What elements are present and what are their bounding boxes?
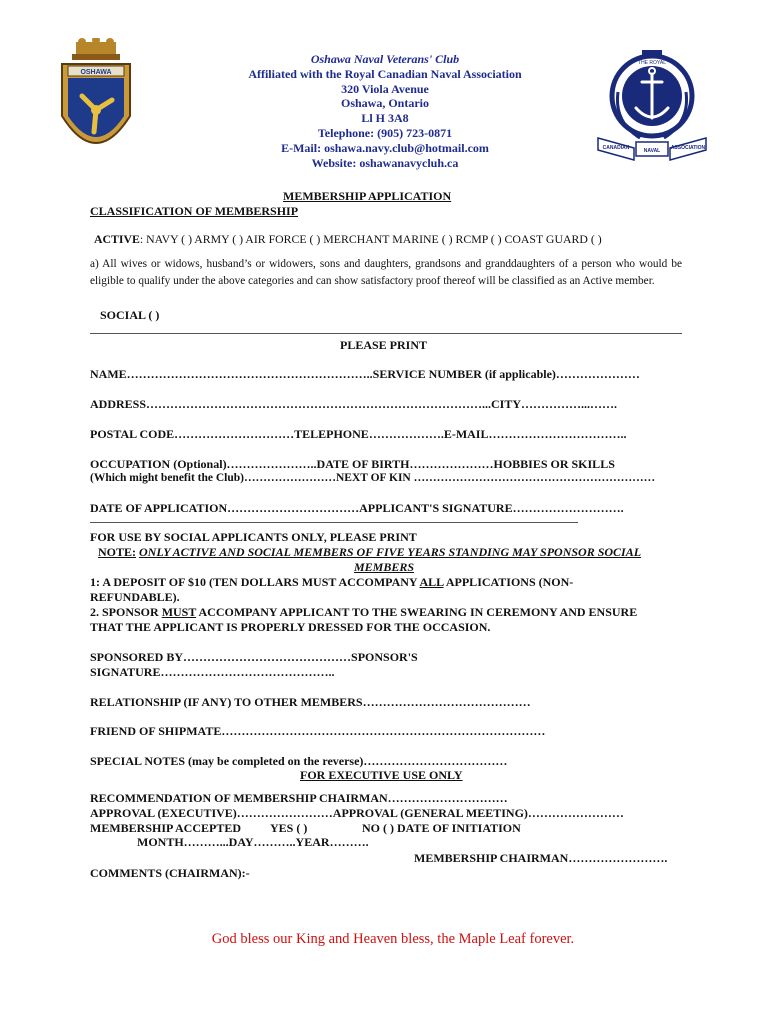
deposit-line [90,575,573,590]
club-header [200,52,570,170]
sponsor-line [90,605,637,620]
club-name: Oshawa Naval Veterans' Club [310,52,460,66]
active-label: ACTIVE [94,232,140,246]
date-application-field: DATE OF APPLICATION……………………………APPLICANT'S SIGNATURE………………………. [90,501,624,515]
svg-text:CANADIAN: CANADIAN [602,145,630,151]
deposit-text-b: APPLICATIONS (NON- [445,575,574,589]
note-line [98,545,641,560]
accepted-no: NO ( ) DATE OF INITIATION [362,821,521,835]
accepted-label: MEMBERSHIP ACCEPTED [90,821,242,835]
accepted-yes: YES ( ) [270,821,308,835]
postal-field: POSTAL CODE…………………………TELEPHONE……………….E-MAIL…………………………….. [90,427,627,441]
divider [90,333,682,334]
name-field: NAME……………………………………………………..SERVICE NUMBER (if applicable)………………… [90,367,640,381]
telephone: Telephone: (905) 723-0871 [317,125,453,140]
note-text: ONLY ACTIVE AND SOCIAL MEMBERS OF FIVE YEARS STANDING MAY SPONSOR SOCIAL [139,545,642,559]
executive-heading: FOR EXECUTIVE USE ONLY [300,768,463,782]
active-options [94,232,602,247]
sponsor-text-b: ACCOMPANY APPLICANT TO THE SWEARING IN CEREMONY AND ENSURE [198,605,638,619]
approval-field: APPROVAL (EXECUTIVE)……………………APPROVAL (GENERAL MEETING)…………………… [90,806,624,820]
oshawa-crest-logo [52,38,140,168]
chairman-field: MEMBERSHIP CHAIRMAN……………………. [414,851,668,865]
sponsor-dress: THAT THE APPLICANT IS PROPERLY DRESSED FOR THE OCCASION. [90,620,491,634]
email: E-Mail: oshawa.navy.club@hotmail.com [281,140,489,155]
rcna-seal-logo [596,42,708,172]
svg-text:ASSOCIATION: ASSOCIATION [670,145,706,151]
address-field: ADDRESS…………………………………………………………………………...CITY……………...……. [90,397,618,411]
relationship-field: RELATIONSHIP (IF ANY) TO OTHER MEMBERS…………………………………… [90,695,531,709]
occupation-field: OCCUPATION (Optional)…………………..DATE OF BIRTH…………………HOBBIES OR SKILLS [90,457,615,471]
divider [90,522,578,523]
street-address: 320 Viola Avenue [341,81,429,96]
postal-code: Ll H 3A8 [361,111,409,126]
active-categories: : NAVY ( ) ARMY ( ) AIR FORCE ( ) MERCHANT MARINE ( ) RCMP ( ) COAST GUARD ( ) [139,232,602,246]
friend-field: FRIEND OF SHIPMATE……………………………………………………………………… [90,724,546,738]
active-paragraph: a) All wives or widows, husband’s or widowers, sons and daughters, grandsons and granddaughters of a person who would be eligible to qualify under the above categories and can show satisfactory proof thereof will be classified as an Active member. [90,258,682,287]
affiliation: Affiliated with the Royal Canadian Naval Association [248,66,522,81]
please-print: PLEASE PRINT [340,338,428,352]
svg-text:THE ROYAL: THE ROYAL [638,60,666,66]
website: Website: oshawanavycluh.ca [311,155,459,170]
svg-text:OSHAWA: OSHAWA [80,69,112,76]
svg-text:NAVAL: NAVAL [643,148,661,154]
form-title: MEMBERSHIP APPLICATION [283,189,452,203]
deposit-all: ALL [419,575,444,589]
sponsored-by-field: SPONSORED BY……………………………………SPONSOR'S [90,650,418,664]
initiation-date-field: MONTH………...DAY………..YEAR………. [137,835,369,849]
recommendation-field: RECOMMENDATION OF MEMBERSHIP CHAIRMAN………………………… [90,791,508,805]
sponsor-signature-field: SIGNATURE…………………………………….. [90,665,335,679]
social-option: SOCIAL ( ) [100,308,160,322]
comments-field: COMMENTS (CHAIRMAN):- [90,866,250,880]
social-only-heading: FOR USE BY SOCIAL APPLICANTS ONLY, PLEASE PRINT [90,530,417,544]
benefit-field: (Which might benefit the Club)……………………NEXT OF KIN ……………………………………………………… [90,472,656,484]
sponsor-must: MUST [161,605,197,619]
footer-blessing: God bless our King and Heaven bless, the Maple Leaf forever. [211,931,575,947]
deposit-text: 1: A DEPOSIT OF $10 (TEN DOLLARS MUST ACCOMPANY [90,575,418,589]
sponsor-text: 2. SPONSOR [90,605,159,619]
note-members: MEMBERS [354,560,415,574]
city: Oshawa, Ontario [340,96,429,111]
classification-heading: CLASSIFICATION OF MEMBERSHIP [90,204,299,218]
note-label: NOTE: [98,545,137,559]
deposit-refundable: REFUNDABLE). [90,590,180,604]
special-notes-field: SPECIAL NOTES (may be completed on the reverse)……………………………… [90,754,508,768]
